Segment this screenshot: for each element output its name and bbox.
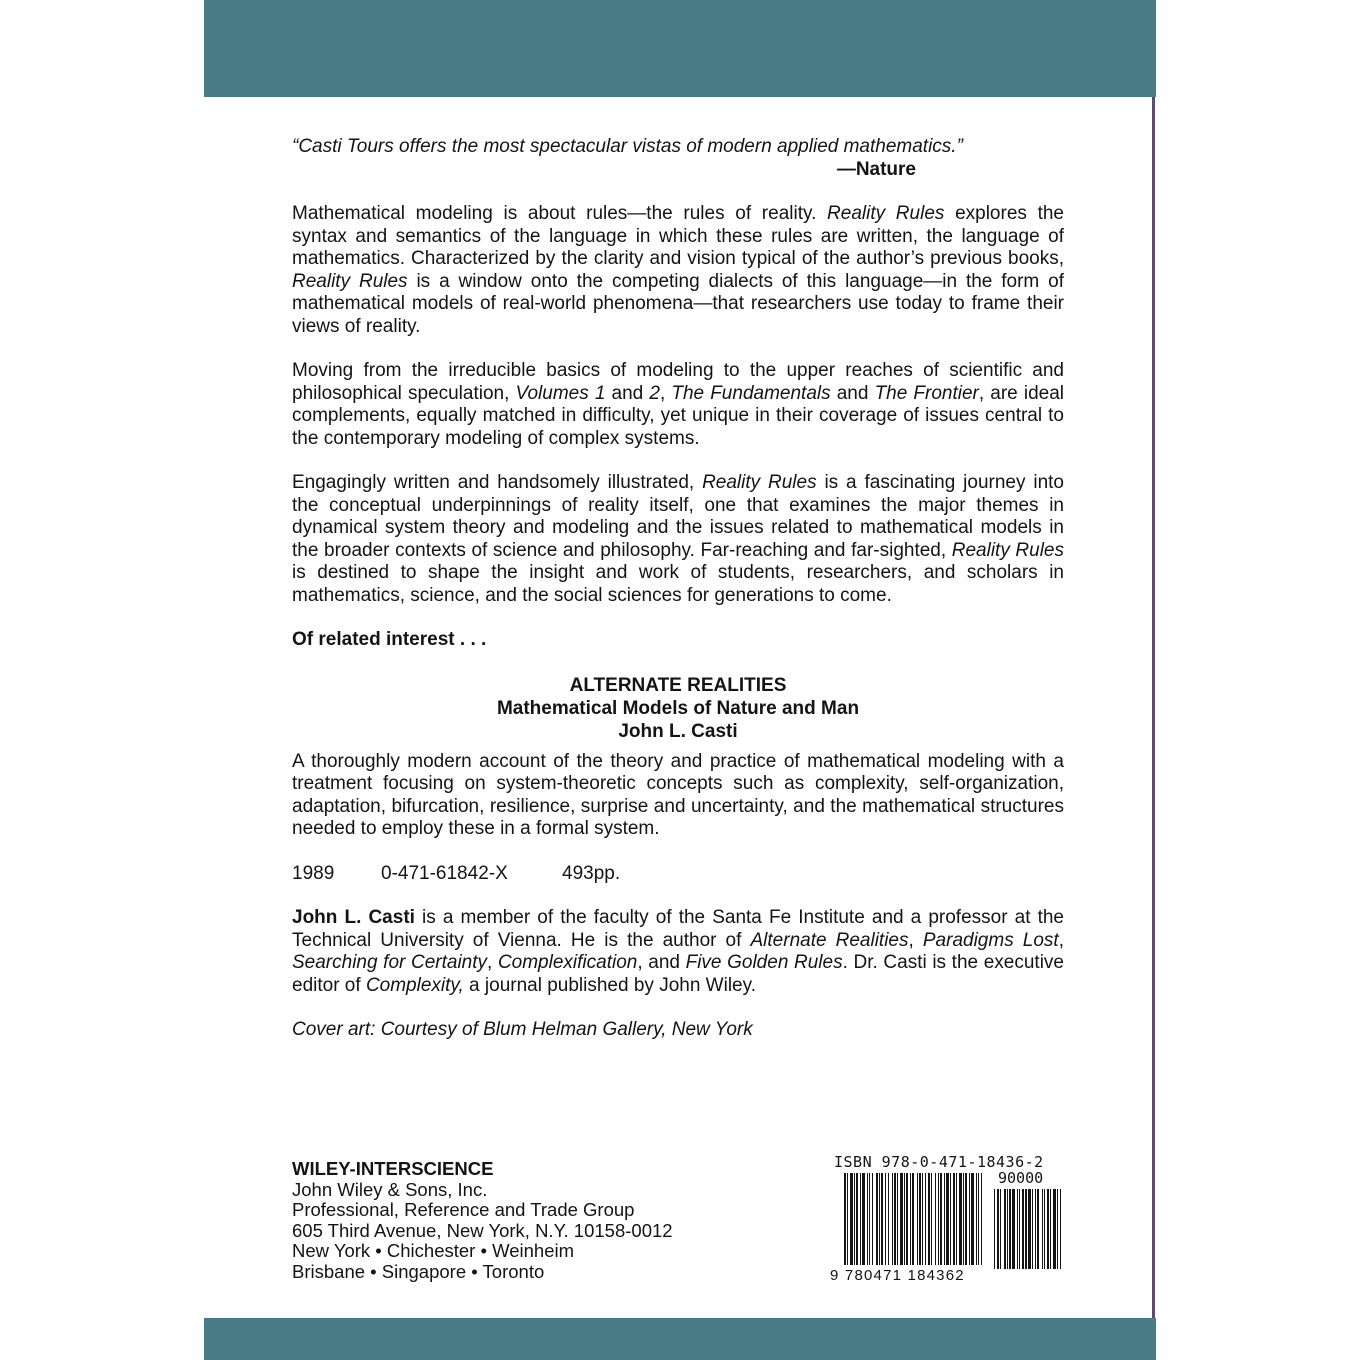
barcode-addon-bar xyxy=(1057,1189,1058,1269)
barcode-addon-bar xyxy=(1004,1189,1006,1269)
barcode-bar xyxy=(950,1173,951,1265)
barcode-bar xyxy=(912,1173,914,1265)
barcode-bar xyxy=(956,1173,957,1265)
text-run: , xyxy=(908,929,923,951)
italic-run: Complexity, xyxy=(365,974,464,996)
barcode-bar xyxy=(872,1173,873,1265)
related-heading: Of related interest . . . xyxy=(292,629,487,650)
barcode-bar xyxy=(897,1173,898,1265)
barcode-addon-bar xyxy=(1017,1189,1018,1269)
barcode-addon-bar xyxy=(1042,1189,1043,1269)
related-book-isbn: 0-471-61842-X xyxy=(381,862,508,884)
barcode-bar xyxy=(925,1173,926,1265)
barcode-bar xyxy=(860,1173,861,1265)
barcode-bar xyxy=(876,1173,878,1265)
barcode-price-code: 90000 xyxy=(998,1169,1044,1187)
italic-run: Paradigms Lost xyxy=(922,929,1059,951)
barcode-bar xyxy=(881,1173,883,1265)
publisher-line-2: Professional, Reference and Trade Group xyxy=(292,1199,635,1221)
barcode-bar xyxy=(844,1173,846,1265)
barcode-bars xyxy=(830,1153,1066,1269)
publisher-line-1: John Wiley & Sons, Inc. xyxy=(292,1178,488,1200)
barcode-bar xyxy=(917,1173,918,1265)
italic-run: Five Golden Rules xyxy=(685,952,843,973)
italic-run: Reality Rules xyxy=(827,203,945,224)
barcode-bar xyxy=(910,1173,911,1265)
barcode-bar xyxy=(906,1173,908,1265)
barcode-addon-bar xyxy=(1035,1189,1036,1269)
text-run: explores the syntax and semantics of the language in which these rules are written, the language of mathematics. Characterized by the clarity and vision typical of the author’s previous books, xyxy=(292,203,1064,269)
italic-run: Reality Rules xyxy=(951,539,1064,561)
barcode-bar xyxy=(888,1173,889,1265)
barcode-bar xyxy=(922,1173,923,1265)
barcode-addon-bar xyxy=(1050,1189,1051,1269)
related-book-description: A thoroughly modern account of the theory and practice of mathematical modeling with a treatment focusing on system-theoretic concepts such as complexity, self-organization, adaptation, bifurcation, resilience, surprise and uncertainty, and the mathematical structures needed to employ these in a formal system. xyxy=(292,750,1064,839)
barcode-bar xyxy=(867,1173,868,1265)
barcode-bar xyxy=(894,1173,896,1265)
cover-text xyxy=(292,136,1064,1042)
barcode-bar xyxy=(862,1173,865,1265)
author-bio xyxy=(292,907,1064,997)
barcode-addon-bar xyxy=(1028,1189,1031,1269)
text-run: is destined to shape the insight and work of students, researchers, and scholars in mathematics, science, and the social sciences for generations to come. xyxy=(292,562,1064,606)
text-run: . Dr. Casti is the executive editor of xyxy=(292,952,1064,996)
barcode-bar xyxy=(854,1173,855,1265)
barcode-bar xyxy=(931,1173,932,1265)
barcode-bar xyxy=(981,1173,982,1265)
text-run: is a member of the faculty of the Santa Fe Institute and a professor at the Technical University of Vienna. He is the author of xyxy=(292,907,1064,951)
barcode-isbn-label: ISBN 978-0-471-18436-2 xyxy=(834,1153,1044,1171)
italic-run: Alternate Realities xyxy=(750,929,909,951)
bold-run: John L. Casti xyxy=(292,907,415,928)
text-run: , and xyxy=(637,952,686,973)
barcode-addon-bar xyxy=(1032,1189,1033,1269)
barcode-bar xyxy=(971,1173,974,1265)
barcode-bar xyxy=(935,1173,936,1265)
barcode-bar xyxy=(976,1173,977,1265)
top-color-band xyxy=(204,0,1156,97)
barcode-bar xyxy=(940,1173,942,1265)
text-run: , xyxy=(659,382,672,404)
barcode-addon-bar xyxy=(1000,1189,1001,1269)
barcode-bar xyxy=(919,1173,921,1265)
barcode-bar xyxy=(938,1173,939,1265)
related-book-year: 1989 xyxy=(292,862,335,884)
bottom-color-band xyxy=(204,1318,1156,1360)
review-source: —Nature xyxy=(836,158,916,180)
barcode-addon-bar xyxy=(1007,1189,1008,1269)
barcode-bar xyxy=(885,1173,886,1265)
description-paragraph-2 xyxy=(292,360,1064,450)
barcode-addon-bar xyxy=(1012,1189,1015,1269)
barcode-bar xyxy=(953,1173,955,1265)
barcode-addon-bar xyxy=(1037,1189,1039,1269)
barcode-bar xyxy=(978,1173,979,1265)
italic-run: Volumes 1 xyxy=(515,382,606,404)
italic-run: Reality Rules xyxy=(292,270,408,292)
barcode-addon-bar xyxy=(997,1189,999,1269)
barcode-addon-bar xyxy=(1044,1189,1045,1269)
barcode-addon-bar xyxy=(1022,1189,1024,1269)
text-run: and xyxy=(830,382,875,404)
barcode-addon-bar xyxy=(994,1189,995,1269)
italic-run: 2 xyxy=(649,382,660,404)
publisher-line-4: New York • Chichester • Weinheim xyxy=(292,1240,575,1262)
barcode-addon-bar xyxy=(1009,1189,1011,1269)
barcode-addon-bar xyxy=(1047,1189,1049,1269)
italic-run: The Frontier xyxy=(874,382,979,404)
barcode-bar xyxy=(928,1173,930,1265)
italic-run: Reality Rules xyxy=(702,472,817,493)
barcode-bar xyxy=(892,1173,893,1265)
barcode-addon-bar xyxy=(1025,1189,1027,1269)
barcode-bar xyxy=(869,1173,870,1265)
text-run: , xyxy=(487,952,498,973)
barcode-bar xyxy=(847,1173,848,1265)
barcode-ean-digits: 9 780471 184362 xyxy=(830,1267,965,1284)
barcode-bar xyxy=(946,1173,949,1265)
related-book-title: ALTERNATE REALITIES xyxy=(569,674,787,696)
back-cover xyxy=(204,0,1155,1360)
text-run: , are ideal complements, equally matched in difficulty, yet unique in their coverage of issues central to the contemporary modeling of complex systems. xyxy=(292,382,1065,449)
barcode-bar xyxy=(900,1173,903,1265)
text-run: , xyxy=(1058,929,1064,951)
barcode-bar xyxy=(959,1173,962,1265)
barcode-bar xyxy=(944,1173,945,1265)
review-quote: “Casti Tours offers the most spectacular vistas of modern applied mathematics.” xyxy=(292,136,963,157)
barcode-addon-bar xyxy=(1019,1189,1020,1269)
publisher-name: WILEY-INTERSCIENCE xyxy=(292,1158,494,1179)
barcode-bar xyxy=(850,1173,853,1265)
description-paragraph-3 xyxy=(292,472,1064,607)
text-run: is a fascinating journey into the conceptual underpinnings of reality itself, one that examines the major themes in dynamical system theory and modeling and the issues related to mathematical models in the broader contexts of science and philosophy. Far-reaching and far-sighted, xyxy=(292,472,1065,561)
italic-run: Searching for Certainty xyxy=(292,952,488,973)
isbn-barcode xyxy=(830,1153,1066,1288)
italic-run: Complexification xyxy=(497,952,638,973)
italic-run: The Fundamentals xyxy=(671,382,831,404)
description-paragraph-1 xyxy=(292,203,1064,338)
barcode-bar xyxy=(879,1173,880,1265)
text-run: Engagingly written and handsomely illustrated, xyxy=(292,472,703,493)
barcode-bar xyxy=(965,1173,967,1265)
related-book-info xyxy=(292,863,1064,886)
text-run: a journal published by John Wiley. xyxy=(463,974,756,996)
barcode-bar xyxy=(969,1173,970,1265)
barcode-bar xyxy=(904,1173,905,1265)
text-run: Mathematical modeling is about rules—the rules of reality. xyxy=(292,203,828,224)
related-book-author: John L. Casti xyxy=(618,720,738,742)
barcode-bar xyxy=(963,1173,964,1265)
text-run: is a window onto the competing dialects of this language—in the form of mathematical models of real-world phenomena—that researchers use today to frame their views of reality. xyxy=(292,270,1065,337)
barcode-addon-bar xyxy=(1060,1189,1061,1269)
related-book-heading xyxy=(292,674,1064,743)
related-book-pages: 493pp. xyxy=(562,862,621,884)
cover-art-credit: Cover art: Courtesy of Blum Helman Gallery, New York xyxy=(292,1019,753,1040)
barcode-bar xyxy=(856,1173,858,1265)
text-run: Moving from the irreducible basics of modeling to the upper reaches of scientific and philosophical speculation, xyxy=(292,360,1064,404)
publisher-line-3: 605 Third Avenue, New York, N.Y. 10158-0012 xyxy=(292,1219,673,1241)
related-book-subtitle: Mathematical Models of Nature and Man xyxy=(496,697,860,719)
text-run: and xyxy=(605,382,650,404)
publisher-line-5: Brisbane • Singapore • Toronto xyxy=(292,1260,545,1282)
barcode-addon-bar xyxy=(1053,1189,1056,1269)
publisher-block xyxy=(292,1159,673,1283)
